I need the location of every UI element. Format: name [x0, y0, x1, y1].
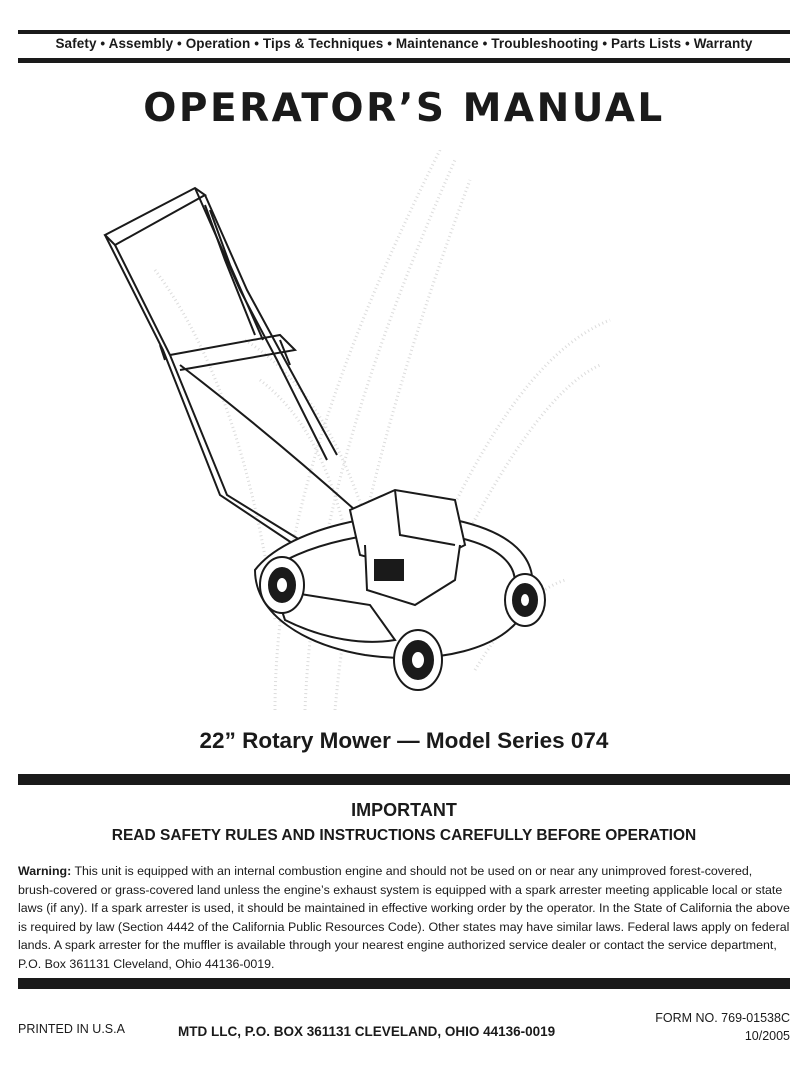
printed-in-label: PRINTED IN U.S.A [18, 1022, 125, 1036]
section-nav: Safety • Assembly • Operation • Tips & Techniques • Maintenance • Troubleshooting • Parts Lists • Warranty [55, 36, 753, 51]
form-info [655, 1009, 790, 1045]
important-heading: IMPORTANT [351, 800, 457, 820]
divider-bar [18, 774, 790, 785]
warning-paragraph [18, 862, 790, 973]
form-date: 10/2005 [744, 1029, 790, 1043]
footer-divider-bar [18, 978, 790, 989]
mower-handle [105, 188, 355, 545]
warning-label: Warning: [18, 864, 72, 878]
lawn-mower-illustration [95, 150, 615, 710]
warning-body: This unit is equipped with an internal combustion engine and should not be used on or near any unimproved forest-covered, brush-covered or grass-covered land unless the engine’s exhaust system is equipped with a spark arrester meeting applicable local or state laws (if any). If a spark arrester is used, it should be maintained in effective working order by the operator. In the State of California the above is required by law (Section 4442 of the California Public Resources Code). Other states may have similar laws. Federal laws apply on federal lands. A spark arrester for the muffler is available through your nearest engine authorized service dealer or contact the service department, P.O. Box 361131 Cleveland, Ohio 44136-0019. [18, 864, 790, 971]
safety-instruction-heading: READ SAFETY RULES AND INSTRUCTIONS CAREFULLY BEFORE OPERATION [111, 827, 697, 844]
manual-title: OPERATOR’S MANUAL [143, 86, 665, 131]
company-address: MTD LLC, P.O. BOX 361131 CLEVELAND, OHIO 44136-0019 [178, 1024, 556, 1039]
product-subtitle: 22” Rotary Mower — Model Series 074 [199, 728, 609, 753]
form-number: FORM NO. 769-01538C [655, 1011, 790, 1025]
top-rule [18, 30, 790, 34]
nav-bottom-rule [18, 58, 790, 63]
